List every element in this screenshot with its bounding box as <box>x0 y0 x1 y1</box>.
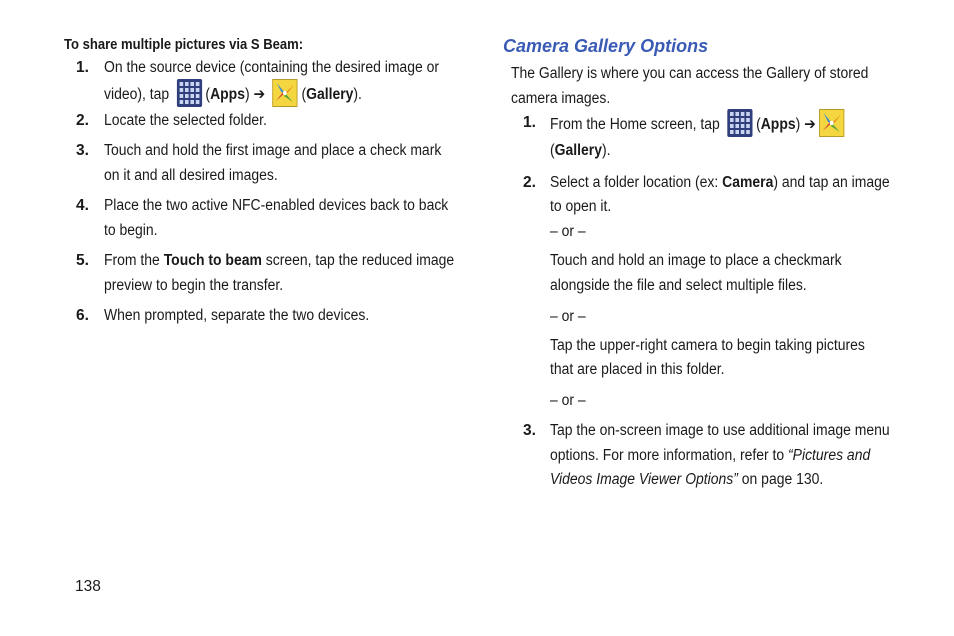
intro-text: The Gallery is where you can access the Gallery of stored <box>511 65 869 82</box>
list-item: 6. When prompted, separate the two devices. <box>76 307 370 324</box>
list-item: 2. Select a folder location (ex: Camera) and tap an image to open it. – or – Touch and hold an image to place a checkmark alongside the file and select multiple files. – or – Tap the upper-right camera to begin taking pictures that are placed in this folder. – or – <box>503 171 913 414</box>
list-item: 1. From the Home screen, tap (Apps) ➔ (Gallery). <box>503 111 913 164</box>
or-separator: – or – <box>550 222 586 240</box>
apps-grid-icon <box>177 79 202 107</box>
list-item: 4. Place the two active NFC-enabled devices back to back to begin. <box>76 197 449 239</box>
section-heading: To share multiple pictures via S Beam: <box>64 37 304 53</box>
gallery-icon <box>819 109 844 137</box>
left-column <box>64 34 464 329</box>
list-item: 5. From the Touch to beam screen, tap the reduced image preview to begin the transfer. <box>76 252 455 294</box>
list-item: 1. On the source device (containing the desired image or video), tap (Apps) ➔ (Gallery). <box>64 56 464 109</box>
or-separator: – or – <box>550 308 586 325</box>
cross-reference[interactable]: Videos Image Viewer Options” <box>550 471 738 488</box>
list-item: 3. Touch and hold the first image and place a check mark on it and all desired images. <box>76 142 442 184</box>
cross-reference[interactable]: “Pictures and <box>788 446 871 464</box>
right-column: Camera Gallery Options The Gallery is where you can access the Gallery of stored camera images. 1. From the Home screen, tap (Apps) ➔ (Gallery). 2. Select a folder location (ex: Camera) and tap an image to open it. – or – Touch and hold an image to place a checkmark alongside the file and select multiple files. – or – Tap the upper-right camera to begin taking pictures that are placed in this folder. – or – 3. Tap the on-screen image to use additional image menu options. For more information, refer to “Pictures and Videos Image Viewer Options” on page 130. <box>503 34 913 493</box>
apps-grid-icon <box>727 109 752 137</box>
list-item: 2. Locate the selected folder. <box>76 111 267 129</box>
gallery-icon <box>273 79 298 107</box>
page-number: 138 <box>75 578 101 595</box>
section-title: Camera Gallery Options <box>503 36 709 56</box>
list-item: 3. Tap the on-screen image to use additional image menu options. For more information, refer to “Pictures and Videos Image Viewer Options” on page 130. <box>523 422 890 488</box>
or-separator: – or – <box>550 391 586 409</box>
